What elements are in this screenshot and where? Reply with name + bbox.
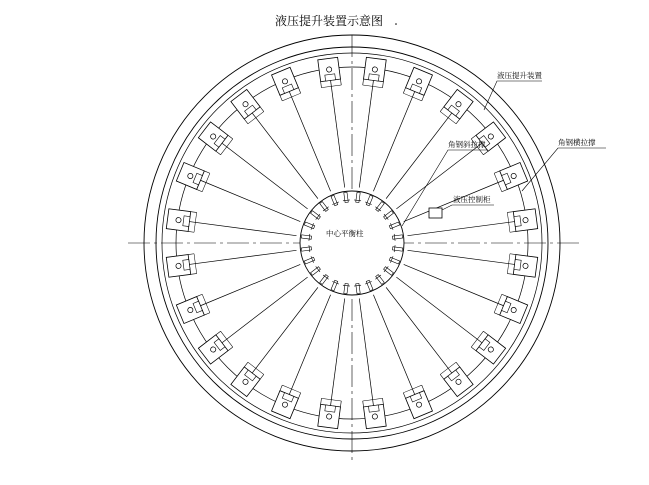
jack-tick: [188, 231, 194, 232]
title-dot: [395, 23, 397, 25]
jack-tick: [510, 254, 516, 255]
jack-plate: [514, 259, 521, 270]
tie-rod: [199, 180, 301, 222]
tie-rod: [386, 111, 453, 198]
jack-tick: [260, 374, 264, 379]
central-column-circle: [300, 191, 404, 295]
jack-tick: [456, 362, 460, 367]
jack-tick: [280, 385, 282, 391]
hydraulic-jack: [231, 362, 264, 396]
hydraulic-jack: [440, 89, 473, 123]
tie-rod: [187, 221, 296, 235]
jack-tick: [422, 385, 424, 391]
jack-tick: [244, 119, 248, 124]
jack-tick: [471, 135, 476, 139]
jack-tick: [483, 151, 488, 155]
hydraulic-jack: [494, 294, 528, 323]
jack-tick: [403, 88, 405, 94]
jack-rod-hole: [523, 263, 529, 269]
tie-rod: [408, 250, 517, 264]
jack-tick: [502, 189, 508, 191]
hydraulic-jack: [507, 209, 537, 232]
hydraulic-jack: [318, 398, 341, 428]
jack-tick: [340, 79, 341, 85]
jack-plate: [368, 405, 379, 412]
hydraulic-jack: [272, 385, 301, 419]
label-central-balance-column: 中心平衡柱: [326, 229, 364, 238]
leader-horizontal-brace: [522, 148, 606, 191]
hydraulic-jack: [166, 209, 196, 232]
hydraulic-jack: [272, 67, 301, 101]
jack-tick: [403, 393, 405, 399]
jack-tick: [280, 95, 282, 101]
jack-tick: [471, 347, 476, 351]
hydraulic-jack: [318, 57, 341, 87]
hydraulic-jack: [176, 294, 210, 323]
jack-tick: [197, 294, 203, 296]
jack-tick: [228, 347, 233, 351]
jack-rod-hole: [176, 263, 182, 269]
jack-tick: [244, 362, 248, 367]
hydraulic-jack: [166, 254, 196, 277]
jack-tick: [202, 173, 210, 191]
tie-rod: [220, 277, 307, 344]
hydraulic-jack: [494, 163, 528, 192]
jack-rod-hole: [372, 67, 378, 73]
jack-tick: [494, 171, 500, 173]
jack-rod-hole: [523, 217, 529, 223]
jack-tick: [383, 398, 384, 404]
hydraulic-jack: [363, 57, 386, 87]
tie-rod: [330, 299, 344, 408]
tie-rod: [396, 277, 483, 344]
tie-rod: [404, 264, 506, 306]
tie-rod: [373, 295, 415, 397]
hydraulic-jack: [198, 331, 232, 364]
jack-tick: [298, 393, 300, 399]
jack-tick: [191, 212, 197, 213]
tie-rod: [289, 295, 331, 397]
jack-tick: [216, 151, 221, 155]
jack-tick: [494, 173, 502, 191]
hydraulic-jack: [176, 163, 210, 192]
label-hydraulic-control-cabinet: 液压控制柜: [453, 195, 491, 204]
hydraulic-jack: [471, 331, 505, 364]
jack-tick: [440, 374, 444, 379]
jack-tick: [321, 82, 322, 88]
tie-rod: [220, 142, 307, 209]
hydraulic-jack: [507, 254, 537, 277]
jack-tick: [507, 212, 513, 213]
label-angle-steel-horizontal-brace: 角钢横拉撑: [558, 138, 596, 147]
leader-control-cabinet: [442, 205, 494, 210]
jack-tick: [502, 294, 508, 296]
jack-tick: [216, 331, 221, 335]
jack-tick: [383, 82, 384, 88]
diagram-title: 液压提升装置示意图: [275, 14, 384, 28]
hydraulic-jack: [440, 362, 473, 396]
jack-tick: [483, 331, 488, 335]
jack-tick: [260, 107, 264, 112]
jack-plate: [183, 216, 190, 227]
hydraulic-jack: [403, 67, 432, 101]
tie-rod: [199, 264, 301, 306]
jack-tick: [494, 294, 502, 312]
jack-tick: [188, 254, 194, 255]
label-angle-steel-diagonal-brace: 角钢斜拉撑: [448, 140, 486, 149]
jack-tick: [282, 93, 300, 101]
tie-rod: [373, 90, 415, 192]
jack-rod-hole: [326, 67, 332, 73]
jack-tick: [282, 385, 300, 393]
jack-rod-hole: [372, 414, 378, 420]
jack-tick: [363, 79, 364, 85]
jack-plate: [368, 74, 379, 81]
jack-tick: [202, 294, 210, 312]
tie-rod: [251, 111, 318, 198]
jack-tick: [456, 119, 460, 124]
jack-tick: [403, 93, 421, 101]
jack-tick: [197, 189, 203, 191]
jack-plate: [325, 74, 336, 81]
jack-tick: [507, 274, 513, 275]
jack-plate: [183, 259, 190, 270]
hydraulic-jack: [363, 398, 386, 428]
tie-rod: [251, 287, 318, 374]
jack-tick: [191, 274, 197, 275]
tie-rod: [359, 78, 373, 187]
jack-tick: [204, 171, 210, 173]
label-hydraulic-lifting-device: 液压提升装置: [497, 71, 542, 80]
jack-plate: [514, 216, 521, 227]
tie-rod: [386, 287, 453, 374]
hydraulic-control-cabinet-box: [429, 208, 442, 218]
tie-rod: [359, 299, 373, 408]
jack-rod-hole: [326, 414, 332, 420]
jack-tick: [228, 135, 233, 139]
jack-plate: [325, 405, 336, 412]
jack-tick: [403, 385, 421, 393]
hydraulic-jack: [198, 122, 232, 155]
jack-tick: [510, 231, 516, 232]
tie-rod: [187, 250, 296, 264]
jack-tick: [440, 107, 444, 112]
jack-tick: [321, 398, 322, 404]
jack-tick: [422, 95, 424, 101]
tie-rod: [330, 78, 344, 187]
tie-rod: [289, 90, 331, 192]
hydraulic-jack: [403, 385, 432, 419]
jack-tick: [298, 88, 300, 94]
leader-lifting-device: [484, 81, 542, 110]
tie-rod: [408, 221, 517, 235]
jack-rod-hole: [176, 217, 182, 223]
hydraulic-jack: [231, 89, 264, 123]
jack-tick: [340, 401, 341, 407]
jack-tick: [494, 313, 500, 315]
jack-tick: [363, 401, 364, 407]
jack-tick: [204, 313, 210, 315]
